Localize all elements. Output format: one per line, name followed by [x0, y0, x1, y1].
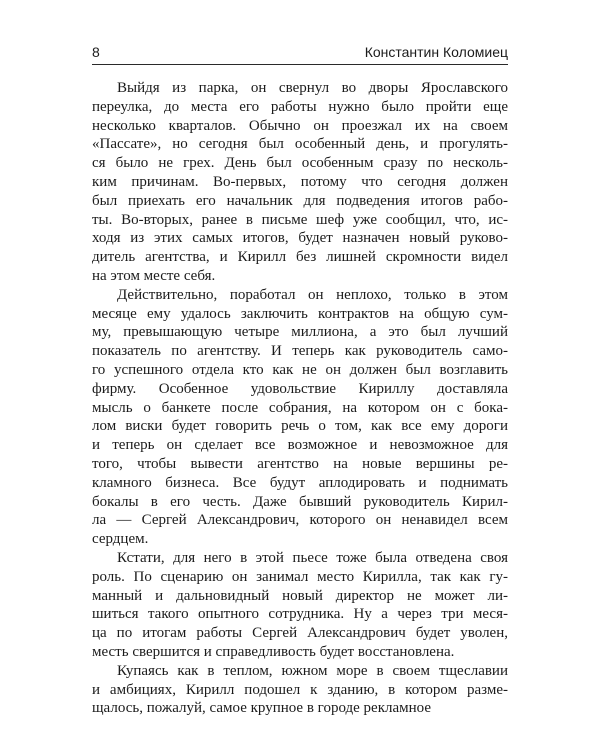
text-line: ким причинам. Во-первых, потому что сегодня должен [92, 173, 508, 190]
paragraph [92, 549, 508, 662]
paragraph [92, 286, 508, 549]
paragraph [92, 79, 508, 286]
text-line: на этом месте себя. [92, 267, 216, 284]
text-line: манный и дальновидный новый директор не может ли- [92, 587, 508, 604]
text-line: ца по итогам работы Сергей Александрович будет уволен, [92, 625, 508, 642]
text-line: месяце ему удалось заключить контрактов на общую сум- [92, 305, 508, 322]
text-line: дитель агентства, и Кирилл без лишней скромности видел [92, 249, 508, 266]
text-line: ходя из этих самых итогов, будет назначен новый руково- [92, 230, 508, 247]
text-line: несколько кварталов. Обычно он проезжал их на своем [92, 117, 508, 134]
text-line: Выйдя из парка, он свернул во дворы Ярославского [117, 80, 508, 96]
text-line: месть свершится и справедливость будет восстановлена. [92, 643, 455, 660]
text-line: му, превышающую четыре миллиона, а это был лучший [92, 324, 508, 341]
text-line: сердцем. [92, 531, 149, 548]
text-line: шиться такого опытного сотрудника. Ну а через три меся- [92, 606, 508, 623]
text-line: того, чтобы вывести агентство на новые вершины ре- [92, 455, 508, 472]
text-line: и амбициях, Кирилл подошел к зданию, в котором разме- [92, 681, 508, 698]
text-line: бокалы в его честь. Даже бывший руководитель Кирил- [92, 493, 508, 510]
text-line: го успешного отдела кто как не он должен был возглавить [92, 361, 508, 378]
text-line: переулка, до места его работы нужно было пройти еще [92, 98, 508, 115]
running-header-author: Константин Коломиец [364, 44, 508, 60]
text-line: ты. Во-вторых, ранее в письме шеф уже сообщил, что, ис- [92, 211, 508, 228]
running-header [92, 40, 508, 65]
page-number: 8 [92, 44, 100, 60]
text-line: роль. По сценарию он занимал место Кирилла, так как гу- [92, 568, 508, 585]
body-text [92, 79, 508, 718]
text-line: Действительно, поработал он неплохо, только в этом [117, 286, 508, 303]
text-line: фирму. Особенное удовольствие Кириллу доставляла [92, 380, 508, 397]
text-line: Купаясь как в теплом, южном море в своем тщеславии [117, 662, 508, 679]
text-line: мысль о банкете после собрания, на котором он с бока- [92, 399, 508, 416]
text-line: кламного бизнеса. Все будут аплодировать и поднимать [92, 474, 508, 491]
text-line: ла — Сергей Александрович, которого он ненавидел всем [92, 512, 508, 529]
text-line: показатель по агентству. И теперь как руководитель само- [92, 343, 508, 360]
text-line: Кстати, для него в этой пьесе тоже была отведена своя [117, 549, 508, 566]
text-line: был приехать его начальник для подведения итогов рабо- [92, 192, 508, 209]
text-line: и теперь он сделает все возможное и невозможное для [92, 437, 508, 454]
text-line: ся было не грех. День был особенным сразу по несколь- [92, 155, 508, 172]
paragraph [92, 662, 508, 718]
text-line: лом виски будет говорить речь о том, как все ему дороги [92, 418, 508, 435]
text-line: «Пассате», но сегодня был особенный день, и прогулять- [92, 136, 508, 153]
text-line: щалось, пожалуй, самое крупное в городе рекламное [92, 700, 432, 717]
